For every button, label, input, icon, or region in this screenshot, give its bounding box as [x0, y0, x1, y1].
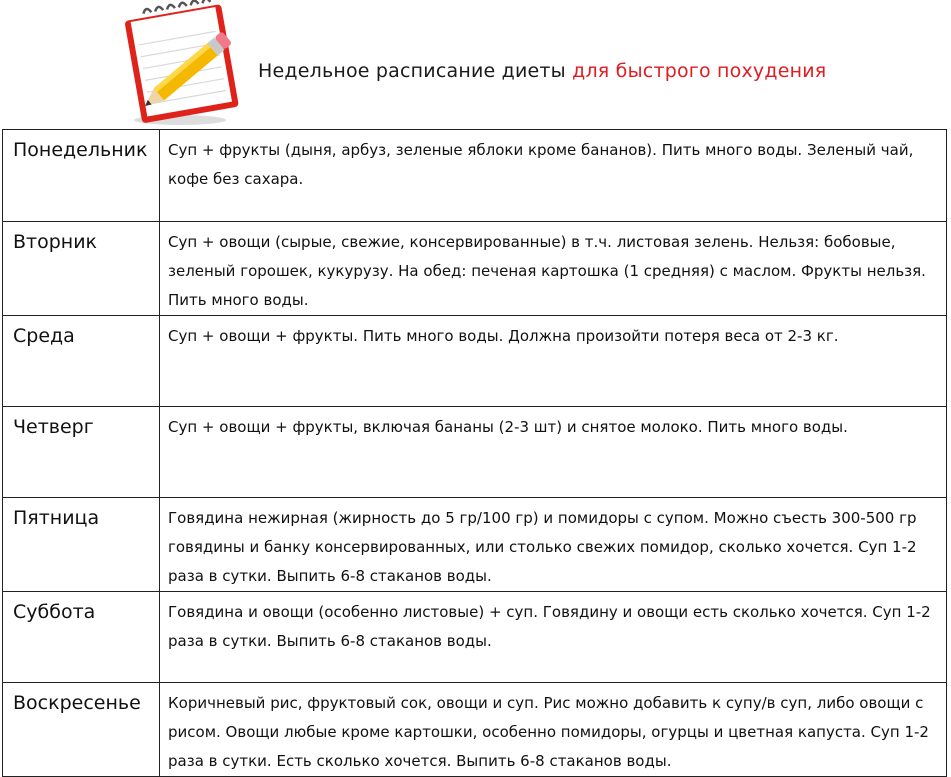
description-cell: Говядина и овощи (особенно листовые) + суп. Говядину и овощи есть сколько хочется. Суп 1-2 раза в сутки. Выпить 6-8 стаканов воды. [160, 592, 947, 683]
day-cell: Суббота [3, 592, 160, 683]
notepad-pencil-icon [110, 0, 250, 128]
diet-schedule-table [2, 129, 947, 777]
table-row [3, 222, 947, 316]
table-row [3, 592, 947, 683]
day-cell: Воскресенье [3, 683, 160, 777]
table-row [3, 316, 947, 407]
table-row [3, 683, 947, 777]
page-title [258, 60, 826, 82]
description-cell: Суп + фрукты (дыня, арбуз, зеленые яблоки кроме бананов). Пить много воды. Зеленый чай, кофе без сахара. [160, 130, 947, 222]
description-cell: Коричневый рис, фруктовый сок, овощи и суп. Рис можно добавить к супу/в суп, либо овощи с рисом. Овощи любые кроме картошки, особенно помидоры, огурцы и цветная капуста. Суп 1-2 раза в сутки. Есть сколько хочется. Выпить 6-8 стаканов воды. [160, 683, 947, 777]
day-cell: Понедельник [3, 130, 160, 222]
day-cell: Среда [3, 316, 160, 407]
title-main: Недельное расписание диеты [258, 60, 566, 82]
description-cell: Суп + овощи + фрукты, включая бананы (2-3 шт) и снятое молоко. Пить много воды. [160, 407, 947, 498]
description-cell: Суп + овощи + фрукты. Пить много воды. Должна произойти потеря веса от 2-3 кг. [160, 316, 947, 407]
table-row [3, 130, 947, 222]
title-accent: для быстрого похудения [572, 60, 827, 82]
day-cell: Пятница [3, 498, 160, 592]
day-cell: Вторник [3, 222, 160, 316]
table-row [3, 498, 947, 592]
description-cell: Суп + овощи (сырые, свежие, консервированные) в т.ч. листовая зелень. Нельзя: бобовые, зеленый горошек, кукурузу. На обед: печеная картошка (1 средняя) с маслом. Фрукты нельзя. Пить много воды. [160, 222, 947, 316]
header [0, 0, 951, 128]
day-cell: Четверг [3, 407, 160, 498]
description-cell: Говядина нежирная (жирность до 5 гр/100 гр) и помидоры с супом. Можно съесть 300-500 гр говядины и банку консервированных, или столько свежих помидор, сколько хочется. Суп 1-2 раза в сутки. Выпить 6-8 стаканов воды. [160, 498, 947, 592]
table-row [3, 407, 947, 498]
